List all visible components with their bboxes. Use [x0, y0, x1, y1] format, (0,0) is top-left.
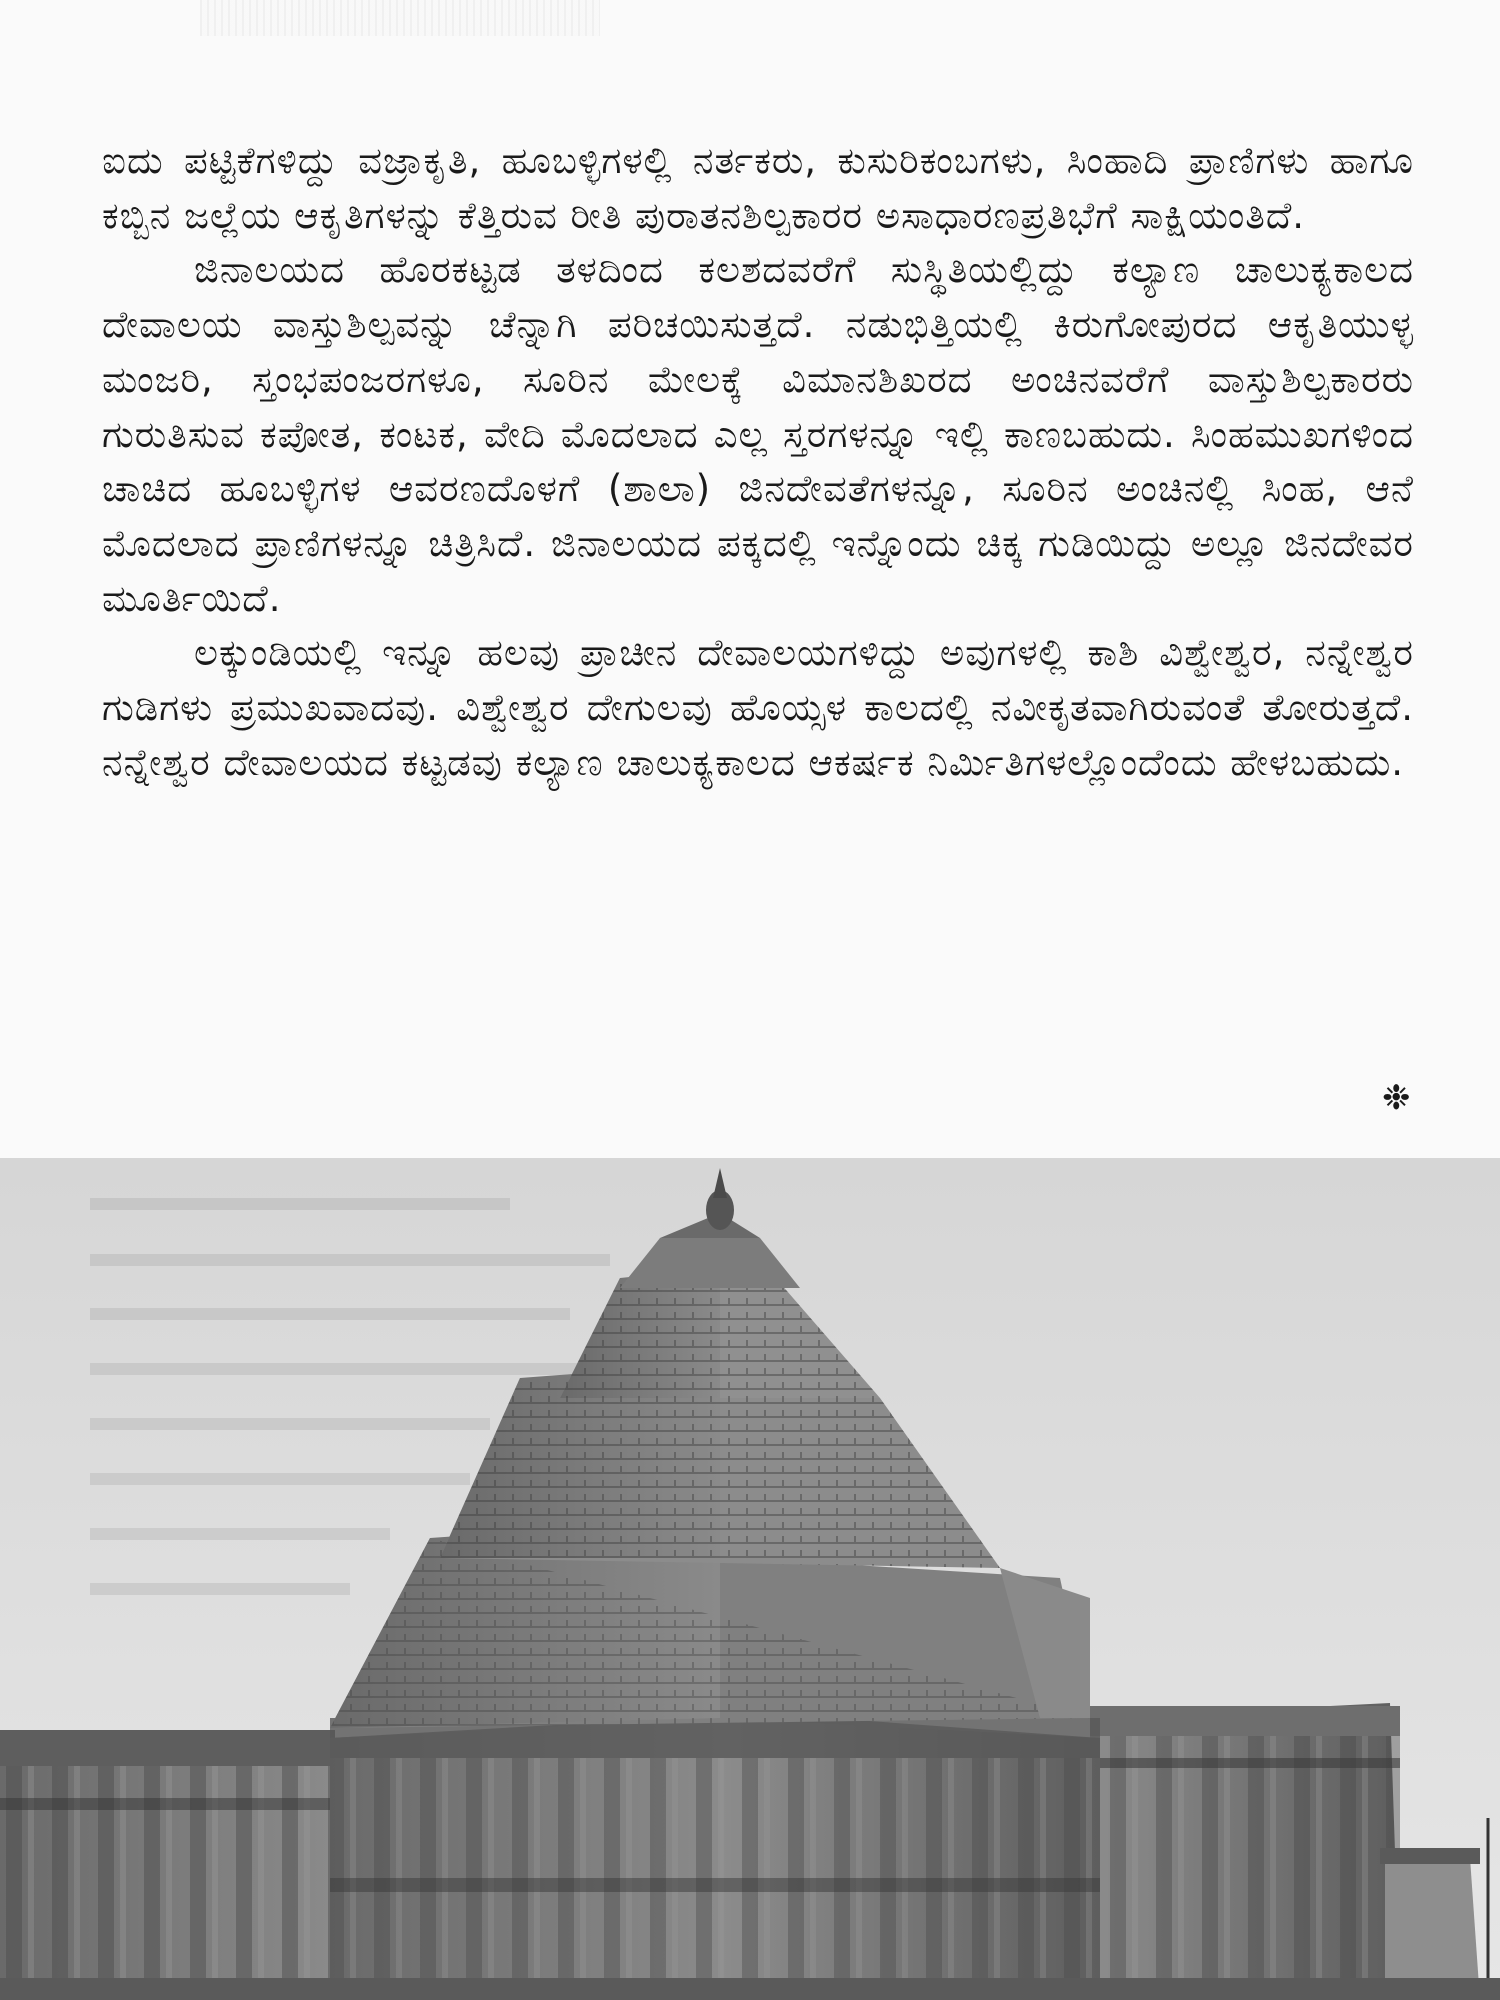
section-end-ornament: ❉ — [1382, 1078, 1411, 1118]
paragraph-3: ಲಕ್ಕುಂಡಿಯಲ್ಲಿ ಇನ್ನೂ ಹಲವು ಪ್ರಾಚೀನ ದೇವಾಲಯಗಳಿದ್ದು ಅವುಗಳಲ್ಲಿ ಕಾಶಿ ವಿಶ್ವೇಶ್ವರ, ನನ್ನೇಶ್ವರ ಗುಡಿಗಳು ಪ್ರಮುಖವಾದವು. ವಿಶ್ವೇಶ್ವರ ದೇಗುಲವು ಹೊಯ್ಸಳ ಕಾಲದಲ್ಲಿ ನವೀಕೃತವಾಗಿರುವಂತೆ ತೋರುತ್ತದೆ. ನನ್ನೇಶ್ವರ ದೇವಾಲಯದ ಕಟ್ಟಡವು ಕಲ್ಯಾಣ ಚಾಲುಕ್ಯಕಾಲದ ಆಕರ್ಷಕ ನಿರ್ಮಿತಿಗಳಲ್ಲೊಂದೆಂದು ಹೇಳಬಹುದು. — [102, 631, 1414, 784]
paragraph-2: ಜಿನಾಲಯದ ಹೊರಕಟ್ಟಡ ತಳದಿಂದ ಕಲಶದವರೆಗೆ ಸುಸ್ಥಿತಿಯಲ್ಲಿದ್ದು ಕಲ್ಯಾಣ ಚಾಲುಕ್ಯಕಾಲದ ದೇವಾಲಯ ವಾಸ್ತುಶಿಲ್ಪವನ್ನು ಚೆನ್ನಾಗಿ ಪರಿಚಯಿಸುತ್ತದೆ. ನಡುಭಿತ್ತಿಯಲ್ಲಿ ಕಿರುಗೋಪುರದ ಆಕೃತಿಯುಳ್ಳ ಮಂಜರಿ, ಸ್ತಂಭಪಂಜರಗಳೂ, ಸೂರಿನ ಮೇಲಕ್ಕೆ ವಿಮಾನಶಿಖರದ ಅಂಚಿನವರೆಗೆ ವಾಸ್ತುಶಿಲ್ಪಕಾರರು ಗುರುತಿಸುವ ಕಪೋತ, ಕಂಟಕ, ವೇದಿ ಮೊದಲಾದ ಎಲ್ಲ ಸ್ತರಗಳನ್ನೂ ಇಲ್ಲಿ ಕಾಣಬಹುದು. ಸಿಂಹಮುಖಗಳಿಂದ ಚಾಚಿದ ಹೂಬಳ್ಳಿಗಳ ಆವರಣದೊಳಗೆ (ಶಾಲಾ) ಜಿನದೇವತೆಗಳನ್ನೂ, ಸೂರಿನ ಅಂಚಿನಲ್ಲಿ ಸಿಂಹ, ಆನೆ ಮೊದಲಾದ ಪ್ರಾಣಿಗಳನ್ನೂ ಚಿತ್ರಿಸಿದೆ. ಜಿನಾಲಯದ ಪಕ್ಕದಲ್ಲಿ ಇನ್ನೊಂದು ಚಿಕ್ಕ ಗುಡಿಯಿದ್ದು ಅಲ್ಲೂ ಜಿನದೇವರ ಮೂರ್ತಿಯಿದೆ. — [102, 248, 1414, 620]
paragraph-1: ಐದು ಪಟ್ಟಿಕೆಗಳಿದ್ದು ವಜ್ರಾಕೃತಿ, ಹೂಬಳ್ಳಿಗಳಲ್ಲಿ ನರ್ತಕರು, ಕುಸುರಿಕಂಬಗಳು, ಸಿಂಹಾದಿ ಪ್ರಾಣಿಗಳು ಹಾಗೂ ಕಬ್ಬಿನ ಜಲ್ಲೆಯ ಆಕೃತಿಗಳನ್ನು ಕೆತ್ತಿರುವ ರೀತಿ ಪುರಾತನಶಿಲ್ಪಕಾರರ ಅಸಾಧಾರಣಪ್ರತಿಭೆಗೆ ಸಾಕ್ಷಿಯಂತಿದೆ. — [102, 139, 1414, 237]
body-text — [102, 134, 1414, 790]
scan-artifact-strip — [200, 0, 600, 36]
temple-photograph — [0, 1158, 1500, 2000]
